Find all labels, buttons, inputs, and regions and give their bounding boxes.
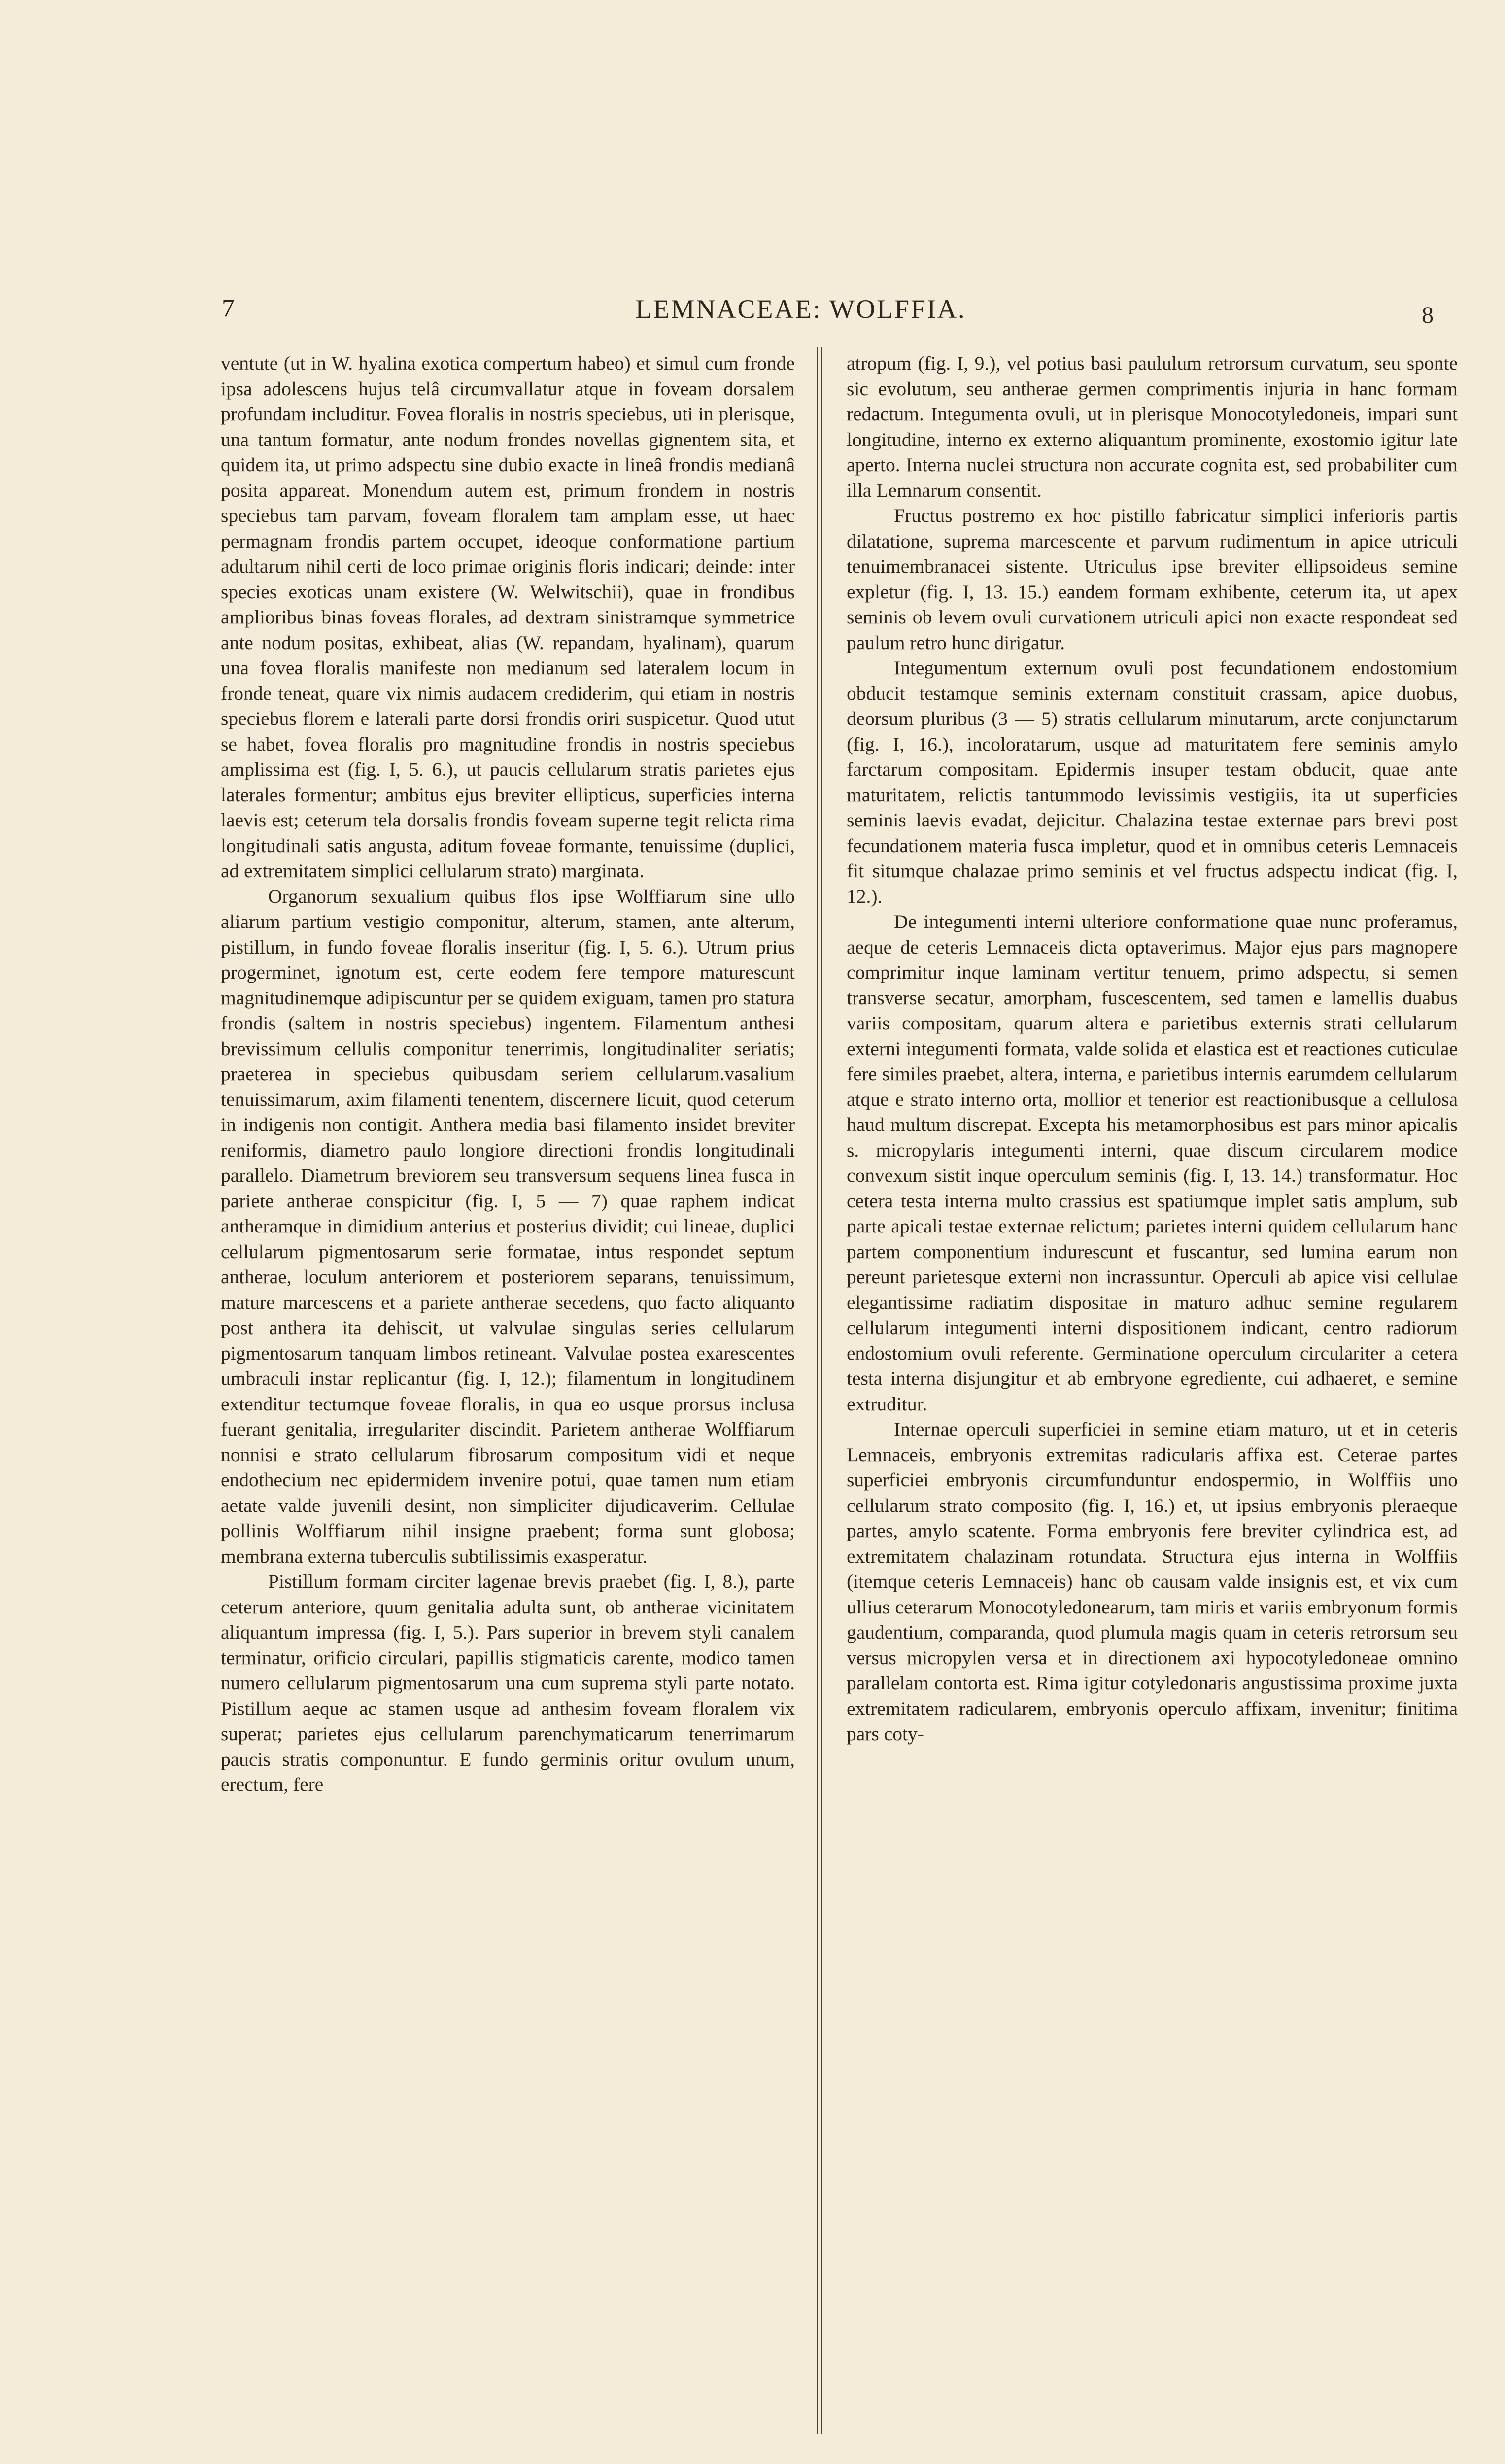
left-text-column — [221, 351, 795, 1798]
column-divider-rule — [817, 347, 818, 2434]
left-paragraph-2: Organorum sexualium quibus flos ipse Wolffiarum sine ullo aliarum partium vestigio componitur, alterum, stamen, ante alterum, pistillum, in fundo foveae floralis inseritur (fig. I, 5. 6.). Utrum prius progerminet, ignotum est, certe eodem fere tempore maturescunt magnitudinemque adipiscuntur per se quidem exiguam, tamen pro statura frondis (saltem in nostris speciebus) ingentem. Filamentum anthesi brevissimum cellulis componitur tenerrimis, longitudinaliter seriatis; praeterea in speciebus quibusdam seriem cellularum.vasalium tenuissimarum, axim filamenti tenentem, discernere licuit, quod ceterum in indigenis non contigit. Anthera media basi filamento insidet breviter reniformis, diametro paulo longiore directioni frondis longitudinali parallelo. Diametrum breviorem seu transversum sequens linea fusca in pariete antherae conspicitur (fig. I, 5 — 7) quae raphem indicat antheramque in dimidium anterius et posterius dividit; cui lineae, duplici cellularum pigmentosarum serie formatae, intus respondet septum antherae, loculum anteriorem et posteriorem separans, tenuissimum, mature marcescens et a pariete antherae secedens, quo facto aliquanto post anthera ita dehiscit, ut valvulae singulas series cellularum pigmentosarum tanquam limbos retineant. Valvulae postea exarescentes umbraculi instar replicantur (fig. I, 12.); filamentum in longitudinem extenditur tectumque foveae floralis, in qua eo usque prorsus inclusa fuerant genitalia, irregulariter discindit. Parietem antherae Wolffiarum nonnisi e strato cellularum fibrosarum compositum vidi et neque endothecium nec epidermidem invenire potui, quae tamen num etiam aetate valde juvenili desint, non simpliciter dijudicaverim. Cellulae pollinis Wolffiarum nihil insigne praebent; forma sunt globosa; membrana externa tuberculis subtilissimis exasperatur. — [221, 885, 795, 1567]
running-header-title: LEMNACEAE: WOLFFIA. — [635, 294, 966, 324]
right-paragraph-5: Internae operculi superficiei in semine etiam maturo, ut et in ceteris Lemnaceis, embryonis extremitas radicularis affixa est. Ceterae partes superficiei embryonis circumfunduntur endospermio, in Wolffiis uno cellularum strato composito (fig. I, 16.) et, ut ipsius embryonis pleraeque partes, amylo scatente. Forma embryonis fere breviter cylindrica est, ad extremitatem chalazinam rotundata. Structura ejus interna in Wolffiis (itemque ceteris Lemnaceis) hanc ob causam valde insignis est, et vix cum ullius ceterarum Monocotyledonearum, tam miris et variis embryonum formis gaudentium, comparanda, quod plumula magis quam in ceteris retrorsum seu versus micropylen versa et in directionem axi hypocotyledoneae omnino parallelam contorta est. Rima igitur cotyledonaris angustissima proxime juxta extremitatem radicularem, embryonis operculo affixam, invenitur; finitima pars coty- — [847, 1418, 1458, 1745]
column-divider-rule-inner — [821, 347, 822, 2434]
right-text-column — [847, 351, 1458, 1747]
left-paragraph-1: ventute (ut in W. hyalina exotica compertum habeo) et simul cum fronde ipsa adolescens hujus telâ circumvallatur atque in foveam dorsalem profundam includitur. Fovea floralis in nostris speciebus, uti in plerisque, una tantum formatur, ante nodum frondes novellas gignentem sita, et quidem ita, ut primo adspectu sine dubio exacte in lineâ frondis medianâ posita appareat. Monendum autem est, primum frondem in nostris speciebus tam parvam, foveam floralem tam amplam esse, ut haec permagnam frondis partem occupet, ideoque conformatione partium adultarum nihil certi de loco primae originis floris indicari; deinde: inter species exoticas unam existere (W. Welwitschii), quae in frondibus amplioribus binas foveas florales, ad dextram sinistramque symmetrice ante nodum positas, exhibeat, alias (W. repandam, hyalinam), quarum una fovea floralis manifeste non medianum sed lateralem locum in fronde teneat, quare vix nimis audacem crediderim, qui etiam in nostris speciebus florem e laterali parte dorsi frondis oriri suspicetur. Quod utut se habet, fovea floralis pro magnitudine frondis in nostris speciebus amplissima est (fig. I, 5. 6.), ut paucis cellularum stratis parietes ejus laterales formentur; ambitus ejus breviter ellipticus, superficies interna laevis est; ceterum tela dorsalis frondis foveam superne tegit relicta rima longitudinali satis angusta, aditum foveae formante, tenuissime (duplici, ad extremitatem simplici cellularum strato) marginata. — [221, 352, 795, 882]
right-paragraph-4: De integumenti interni ulteriore conformatione quae nunc proferamus, aeque de ceteris Lemnaceis dicta optaverimus. Major ejus pars magnopere comprimitur inque laminam vertitur tenuem, primo adspectu, si semen transverse secatur, amorpham, fuscescentem, sed tamen e lamellis duabus variis compositam, quarum altera e parietibus externis strati cellularum externi integumenti formata, valde solida et elastica est et reactiones cuticulae fere similes praebet, altera, interna, e parietibus internis earumdem cellularum atque e strato interno orta, mollior et tenerior est reactionibusque a cellulosa haud multum discrepat. Excepta his metamorphosibus est pars minor apicalis s. micropylaris integumenti interni, quae discum circularem modice convexum sistit inque operculum seminis (fig. I, 13. 14.) transformatur. Hoc cetera testa interna multo crassius est spatiumque implet satis amplum, sub parte apicali testae externae relictum; parietes interni quidem cellularum hanc partem componentium indurescunt et fuscantur, sed lumina earum non pereunt parietesque externi non incrassuntur. Operculi ab apice visi cellulae elegantissime radiatim dispositae in maturo adhuc semine regularem cellularum integumenti interni dispositionem indicant, centro radiorum endostomium ovuli referente. Germinatione operculum circulariter a cetera testa interna disjungitur et ab embryone egrediente, cui adhaeret, e semine extruditur. — [847, 911, 1458, 1415]
right-paragraph-2: Fructus postremo ex hoc pistillo fabricatur simplici inferioris partis dilatatione, suprema marcescente et parvum rudimentum in apice utriculi tenuimembranacei sistente. Utriculus ipse breviter ellipsoideus semine expletur (fig. I, 13. 15.) eandem formam exhibente, ceterum ita, ut apex seminis ob levem ovuli curvationem utriculi apici non exacte respondeat sed paulum retro hunc dirigatur. — [847, 505, 1458, 653]
right-paragraph-3: Integumentum externum ovuli post fecundationem endostomium obducit testamque seminis externam constituit crassam, apice duobus, deorsum pluribus (3 — 5) stratis cellularum minutarum, arcte conjunctarum (fig. I, 16.), incoloratarum, usque ad maturitatem fere seminis amylo farctarum compositam. Epidermis insuper testam obducit, quae ante maturitatem, relictis tantummodo levissimis vestigiis, ita ut superficies seminis laevis evadat, dejicitur. Chalazina testae externae pars brevi post fecundationem materia fusca impletur, quod et in omnibus ceteris Lemnaceis fit situmque chalazae primo seminis et vel fructus adspectu indicat (fig. I, 12.). — [847, 657, 1458, 907]
right-paragraph-1: atropum (fig. I, 9.), vel potius basi paululum retrorsum curvatum, seu sponte sic evolutum, seu antherae germen comprimentis injuria in hanc formam redactum. Integumenta ovuli, ut in plerisque Monocotyledoneis, impari sunt longitudine, interno ex externo aliquantum prominente, exostomio igitur late aperto. Interna nuclei structura non accurate cognita est, sed probabiliter cum illa Lemnarum consentit. — [847, 352, 1458, 501]
page-number-right: 8 — [1422, 302, 1434, 328]
page-number-left: 7 — [222, 294, 236, 322]
left-paragraph-3: Pistillum formam circiter lagenae brevis praebet (fig. I, 8.), parte ceterum anteriore, quum genitalia adulta sunt, ob antherae vicinitatem aliquantum impressa (fig. I, 5.). Pars superior in brevem styli canalem terminatur, orificio circulari, papillis stigmaticis carente, modico tamen numero cellularum pigmentosarum una cum suprema styli parte notato. Pistillum aeque ac stamen usque ad anthesim foveam floralem vix superat; parietes ejus cellularum parenchymaticarum tenerrimarum paucis stratis componuntur. E fundo germinis oritur ovulum unum, erectum, fere — [221, 1571, 795, 1795]
